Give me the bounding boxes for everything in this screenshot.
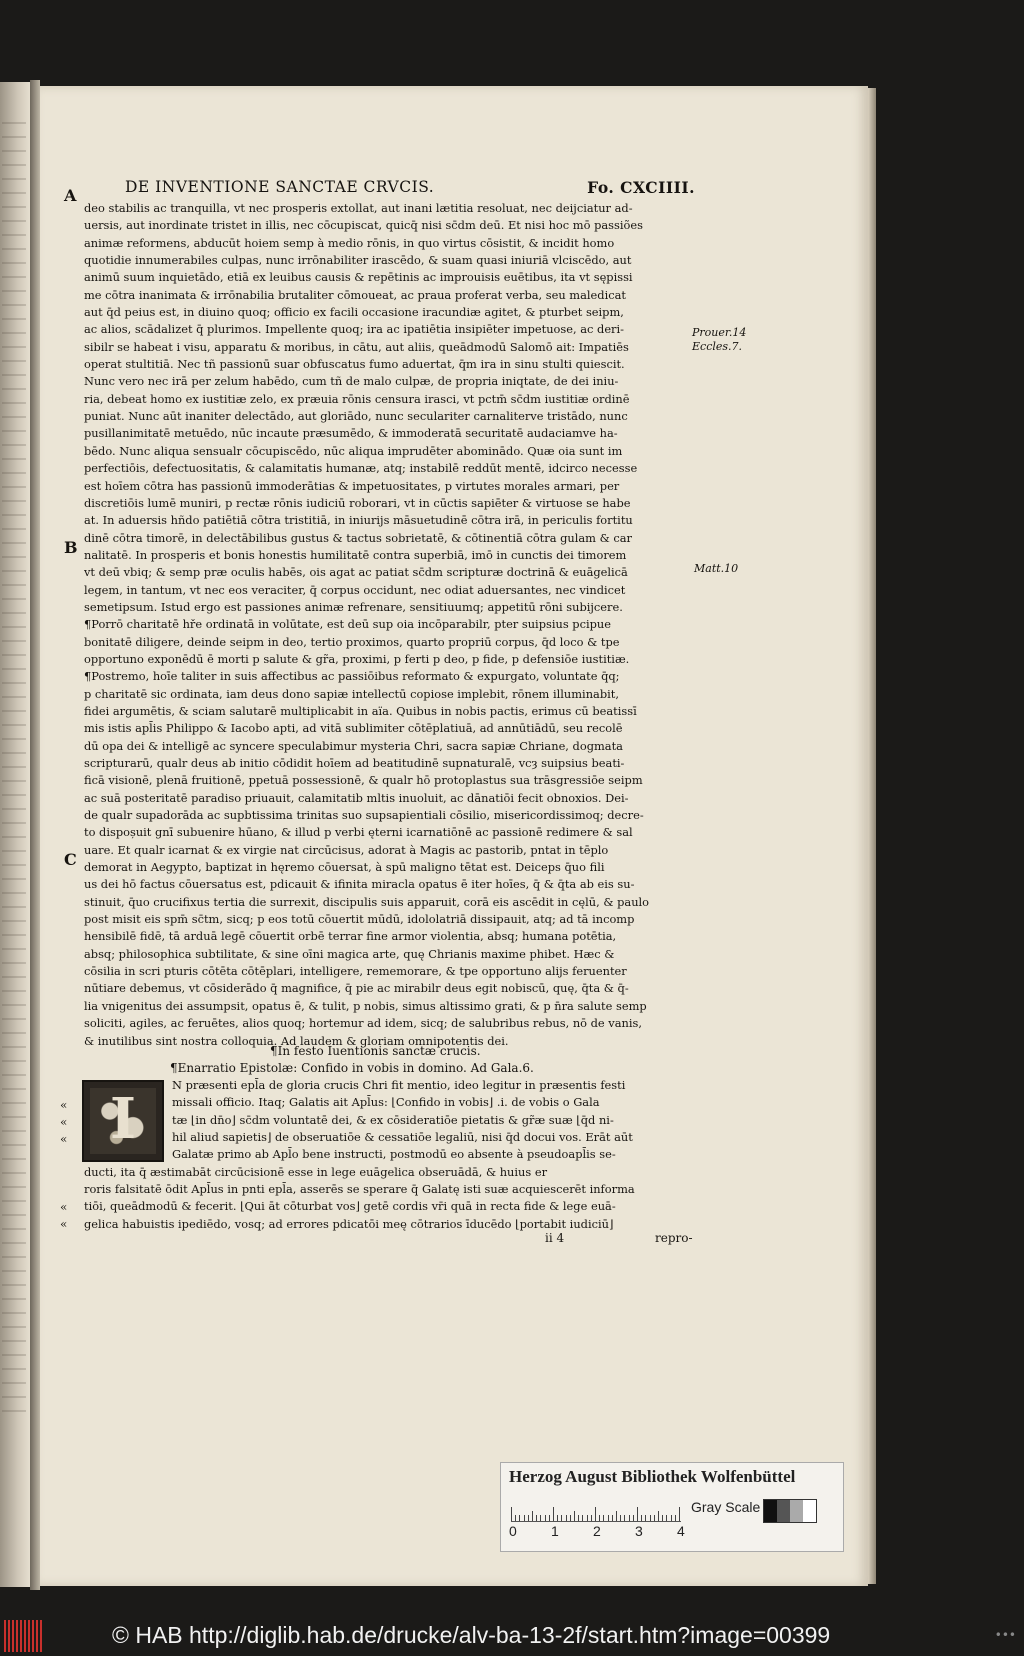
left-facing-page (0, 82, 30, 1587)
text-line: lia vnigenitus dei assumpsit, opatus ē, & tulit, p nobis, simus altissimo grati, & p n̄ra salute semp (84, 998, 647, 1013)
text-line: ac suā posteritatē paradiso priuauit, calamitatib mltis inuoluit, ac dānatiōi fecit obnoxios. Dei- (84, 790, 629, 805)
gray-scale-bar (763, 1499, 817, 1523)
ruler-tick (645, 1515, 646, 1521)
text-line: us dei hō factus cōuersatus est, pdicauit & ifinita miracla opatus ē iter hoīes, q̄ & q̄ta ab eis su- (84, 877, 635, 892)
book-gutter (30, 80, 40, 1590)
section-marker-c: C (64, 850, 77, 869)
text-line: stinuit, q̄uo crucifixus tertia die surrexit, discipulis suis apparuit, corā eis ascēdit in cęlū, & paulo (84, 894, 650, 909)
gray-patch-white (803, 1500, 816, 1522)
text-line: dinē cōtra timorē, in delectābilibus gustus & tactus sobrietatē, & cōtinentiā cōtra gulam & car (84, 530, 632, 545)
ruler-tick (633, 1515, 634, 1521)
ruler-tick (566, 1515, 567, 1521)
epistle-line: roris falsitatē ōdit Apl̄us in pnti epl̄a, asserēs se sperare q̄ Galatę isti suæ acquiescerēt informa (84, 1182, 635, 1197)
text-line: deo stabilis ac tranquilla, vt nec prosperis extollat, aut inani lætitia resoluat, nec deijciatur ad- (84, 201, 633, 215)
ruler-tick (608, 1515, 609, 1521)
text-line: sibilr se habeat i visu, apparatu & moribus, in cātu, aut aliis, queādmodū Salomō ait: Impatiēs (84, 339, 629, 354)
ruler-number: 3 (635, 1523, 643, 1539)
text-line: ficā visionē, plenā fruitionē, ppetuā possessionē, & qualr hō protoplastus sua trāsgressiōe seipm (84, 773, 643, 788)
text-line: operat stultitiā. Nec tñ passionū suar obfuscatus fumo aduertat, q̄m ira in sinu stulti quiescit. (84, 357, 625, 372)
left-page-text-edge (2, 122, 26, 1422)
epistle-line: tæ ⌊in dn̄o⌋ sc̄dm voluntatē dei, & ex cōsideratiōe pietatis & gr̃æ suæ ⌊q̄d ni- (172, 1112, 614, 1127)
feast-heading: ¶In festo Iuentionis sanctæ crucis. (270, 1044, 481, 1058)
ruler-number: 2 (593, 1523, 601, 1539)
library-name: Herzog August Bibliothek Wolfenbüttel (509, 1467, 796, 1486)
text-line: demorat in Aegypto, baptizat in hęremo cōuersat, à spū maligno tētat est. Deiceps q̄uo fili (84, 860, 605, 875)
gray-patch-black (764, 1500, 777, 1522)
copyright-url[interactable]: © HAB http://diglib.hab.de/drucke/alv-ba-13-2f/start.htm?image=00399 (112, 1622, 831, 1648)
ruler-tick (662, 1515, 663, 1521)
text-line: & inutilibus sint nostra colloquia. Ad laudem & gloriam omnipotentis dei. (84, 1033, 509, 1048)
ruler-tick (650, 1515, 651, 1521)
text-line: cōsilia in scri pturis cōtēta cōtēplari, intelligere, rememorare, & tpe opportuno alijs feruenter (84, 964, 627, 979)
ruler-tick (637, 1507, 638, 1521)
initial-letter: I (109, 1086, 137, 1152)
text-line: uare. Et qualr icarnat & ex virgie nat circūcisus, adorat à Magis ac pastorib, pntat in tēplo (84, 842, 609, 857)
text-line: post misit eis spm̄ sc̄tm, sicq; p eos totū cōuertit mūdū, idololatriā dissipauit, atq; ad tā incomp (84, 912, 635, 927)
more-dots-icon[interactable]: ••• (994, 1628, 1016, 1642)
catchword: repro- (655, 1231, 693, 1245)
gray-scale-label: Gray Scale (691, 1499, 761, 1515)
ruler-tick (515, 1515, 516, 1521)
ruler-tick (528, 1515, 529, 1521)
ruler-tick (591, 1515, 592, 1521)
text-line: quotidie innumerabiles culpas, nunc irrōnabiliter irascēdo, & suam quasi iniuriā vlciscēdo, aut (84, 253, 632, 268)
text-line: ¶Porrō charitatē hře ordinatā in volūtate, est deū sup oia incōparabilr, pter suipsius pcipue (84, 617, 611, 632)
signature-mark: ii 4 (545, 1231, 565, 1245)
text-line: perfectiōis, defectuositatis, & calamitatis humanæ, atq; instabilē reddūt mentē, idcirco necesse (84, 461, 638, 476)
text-line: bēdo. Nunc aliqua sensualr cōcupiscēdo, nūc aliqua imprudēter abominādo. Quæ oia sunt im (84, 443, 623, 458)
ruler-tick (545, 1515, 546, 1521)
hab-logo-icon (4, 1620, 44, 1652)
section-marker-a: A (64, 186, 77, 205)
text-line: aut q̄d peius est, in diuino quoq; officio ex facili occasione iracundiæ agitet, & pturbet seipm, (84, 305, 624, 320)
ruler-tick (582, 1515, 583, 1521)
ruler-number: 4 (677, 1523, 685, 1539)
text-line: to dispoșuit gnī subuenire hūano, & illud p verbi ęterni icarnatiōnē ac passionē redimere & sal (84, 825, 633, 840)
margin-note-proverbs: Prouer.14 (692, 326, 747, 339)
epistle-line: Galatæ primo ab Apl̄o bene instructi, postmodū eo absente à pseudoapl̄is se- (172, 1147, 616, 1162)
text-line: Nunc vero nec irā per zelum habēdo, cum tñ de malo culpæ, de propria iniqtate, de dei iniu- (84, 374, 619, 389)
epistle-line: N præsenti epl̄a de gloria crucis Chri fit mentio, ideo legitur in præsentis festi (172, 1078, 626, 1092)
text-line: fidei argumētis, & sciam salutarē multiplicabit in aïa. Quibus in nobis pactis, erimus cū beatissī (84, 703, 637, 718)
ruler-tick (666, 1515, 667, 1521)
text-line: p charitatē sic ordinata, iam deus dono sapiæ intellectū copiose implebit, rōnem illuminabit, (84, 686, 619, 701)
ruler-tick (524, 1515, 525, 1521)
epistle-line: tiōi, queādmodū & fecerit. ⌊Qui āt cōturbat vos⌋ getē cordis vr̄i quā in recta fide & lege euā- (84, 1199, 616, 1214)
ruler-tick (574, 1511, 575, 1521)
text-line: discretiōis lumē muniri, p rectæ rōnis iudiciū roborari, vt in cūctis sapiēter & virtuose se habe (84, 495, 631, 510)
margin-note-matthew: Matt.10 (694, 562, 739, 575)
text-line: nūtiare debemus, vt cōsiderādo q̄ magnifice, q̄ pie ac mirabilr deus egit nobiscū, quę, q̄ta & q̄- (84, 981, 629, 996)
gray-patch-dark (777, 1500, 790, 1522)
ruler-tick (654, 1515, 655, 1521)
epistle-text-block (84, 1077, 684, 1233)
ruler-tick (519, 1515, 520, 1521)
margin-note-ecclesiastes: Eccles.7. (692, 340, 743, 353)
epistle-line: ducti, ita q̄ æstimabāt circūcisionē esse in lege euāgelica obseruādā, & huius er (84, 1164, 548, 1179)
text-line: vt deū vbiq; & semp præ oculis habēs, ois agat ac patiat sc̄dm scripturæ doctrinā & euāgelicā (84, 565, 628, 580)
ruler-tick (557, 1515, 558, 1521)
text-line: est hoīem cōtra has passionū immoderātias & impetuositates, p virtutes morales armari, per (84, 478, 620, 493)
quote-mark: « (60, 1132, 68, 1146)
main-text-block (84, 200, 684, 1050)
footer-bar (0, 1616, 1024, 1656)
ruler-tick (587, 1515, 588, 1521)
text-line: at. In aduersis hñdo patiētiā cōtra tristitiā, in iniurijs māsuetudinē cōtra irā, in periculis fortitu (84, 513, 633, 528)
text-line: me cōtra inanimata & irrōnabilia brutaliter cōmoueat, ac praua proferat verba, seu maledicat (84, 287, 626, 302)
gray-patch-light (790, 1500, 803, 1522)
ruler-tick (675, 1515, 676, 1521)
text-line: uersis, aut inordinate tristet in illis, nec cōcupiscat, quicq̄ nisi sc̄dm deū. Et nisi hoc mō passiões (84, 218, 643, 233)
ruler-tick (599, 1515, 600, 1521)
ruler-tick (616, 1511, 617, 1521)
running-title: DE INVENTIONE SANCTAE CRVCIS. (125, 178, 435, 196)
ruler-tick (603, 1515, 604, 1521)
ruler-tick (536, 1515, 537, 1521)
text-line: animæ reformens, abducūt hoiem semp à medio rōnis, in quo virtus cōsistit, & incidit homo (84, 235, 615, 250)
epistle-line: gelica habuistis ipediēdo, vosq; ad errores pdicatōi meę cōtrarios īducēdo ⌊portabit iudiciū⌋ (84, 1216, 614, 1231)
ruler-tick (549, 1515, 550, 1521)
page-edge (868, 88, 876, 1584)
ruler-tick (570, 1515, 571, 1521)
ruler-number: 1 (551, 1523, 559, 1539)
ruler-tick (629, 1515, 630, 1521)
text-line: legem, in tantum, vt nec eos veraciter, q̄ corpus occidunt, nec odiat aduersantes, nec vindicet (84, 582, 626, 597)
ruler-tick (641, 1515, 642, 1521)
text-line: pusillanimitatē metuēdo, nūc incaute præsumēdo, & immoderatā securitatē audaciamve ha- (84, 426, 618, 441)
ruler (511, 1499, 681, 1522)
ruler-number: 0 (509, 1523, 517, 1539)
text-line: semetipsum. Istud ergo est passiones animæ refrenare, sensitiuumq; appetitū rōni subijcere. (84, 599, 623, 614)
quote-mark: « (60, 1200, 68, 1214)
ruler-tick (578, 1515, 579, 1521)
epistle-heading: ¶Enarratio Epistolæ: Confido in vobis in domino. Ad Gala.6. (170, 1061, 534, 1075)
text-line: soliciti, agiles, ac feruētes, alios quoq; hortemur ad idem, sicq; de salubribus rebus, nō de vanis, (84, 1016, 642, 1031)
text-line: ria, debeat homo ex iustitiæ zelo, ex præuia rōnis censura irasci, vt pctm̄ sc̄dm iustitiæ ordinē (84, 391, 630, 406)
ruler-tick (612, 1515, 613, 1521)
text-line: nalitatē. In prosperis et bonis honestis humilitatē contra superbiā, imō in cunctis dei timorem (84, 547, 627, 562)
ruler-tick (658, 1511, 659, 1521)
ruler-tick (620, 1515, 621, 1521)
text-line: hensibilē fidē, tā arduā legē cōuertit orbē terrar fine armor violentia, absq; humana potētia, (84, 929, 617, 944)
text-line: puniat. Nunc aūt inaniter delectādo, aut gloriādo, nunc seculariter carnaliterve tristādo, nunc (84, 409, 628, 424)
ruler-tick (532, 1511, 533, 1521)
epistle-line: missali officio. Itaq; Galatis ait Apl̄us: ⌊Confido in vobis⌋ .i. de vobis o Gala (172, 1095, 600, 1110)
ruler-tick (511, 1507, 512, 1521)
ruler-tick (671, 1515, 672, 1521)
text-line: scripturarū, qualr deus ab initio cōdidit hoīem ad beatitudinē supnaturalē, vcȝ suipsius beati- (84, 756, 625, 770)
section-marker-b: B (64, 538, 78, 557)
epistle-line: hil aliud sapietis⌋ de obseruatiōe & cessatiōe legaliū, nisi q̄d docui vos. Erāt aūt (172, 1130, 633, 1145)
text-line: animū suum inquietādo, etiā ex leuibus causis & repētinis ac improuisis euētibus, ita vt sępissi (84, 270, 633, 285)
text-line: mis istis apl̄is Philippo & Iacobo apti, ad vitā sublimiter cōtēplatiuā, ad annūtiādū, seu recolē (84, 721, 623, 736)
ruler-tick (561, 1515, 562, 1521)
color-scale-card (500, 1462, 844, 1552)
text-line: ac alios, scādalizet q̄ plurimos. Impellente quoq; ira ac ipatiētia insipiēter impetuose, ac deri- (84, 322, 624, 337)
ruler-tick (540, 1515, 541, 1521)
quote-mark: « (60, 1098, 68, 1112)
quote-mark: « (60, 1217, 68, 1231)
text-line: ¶Postremo, hoīe taliter in suis affectibus ac passiōibus reformato & expurgato, voluntate q̄q; (84, 669, 620, 684)
text-line: bonitatē diligere, deinde seipm in deo, tertio proximos, quarto propriū corpus, q̄d loco & tpe (84, 634, 620, 649)
text-line: de qualr supadorāda ac supbtissima trinitas suo supsapientiali cōsilio, misericordissimoq; decre- (84, 808, 644, 823)
ruler-tick (595, 1507, 596, 1521)
ruler-tick (624, 1515, 625, 1521)
text-line: absq; philosophica subtilitate, & sine oīni magica arte, quę Chrianis maxime phibet. Hæc & (84, 946, 615, 961)
folio-number: Fo. CXCIIII. (587, 178, 695, 197)
text-line: dū opa dei & intelligē ac syncere speculabimur mysteria Chri, sacra sapiæ Chriane, dogmata (84, 738, 623, 753)
text-line: opportuno exponēdū ē morti p salute & gr̃a, proximi, p ferti p deo, p fide, p defensiōe iustitiæ. (84, 651, 630, 666)
ruler-tick (679, 1507, 680, 1521)
ruler-tick (553, 1507, 554, 1521)
quote-mark: « (60, 1115, 68, 1129)
